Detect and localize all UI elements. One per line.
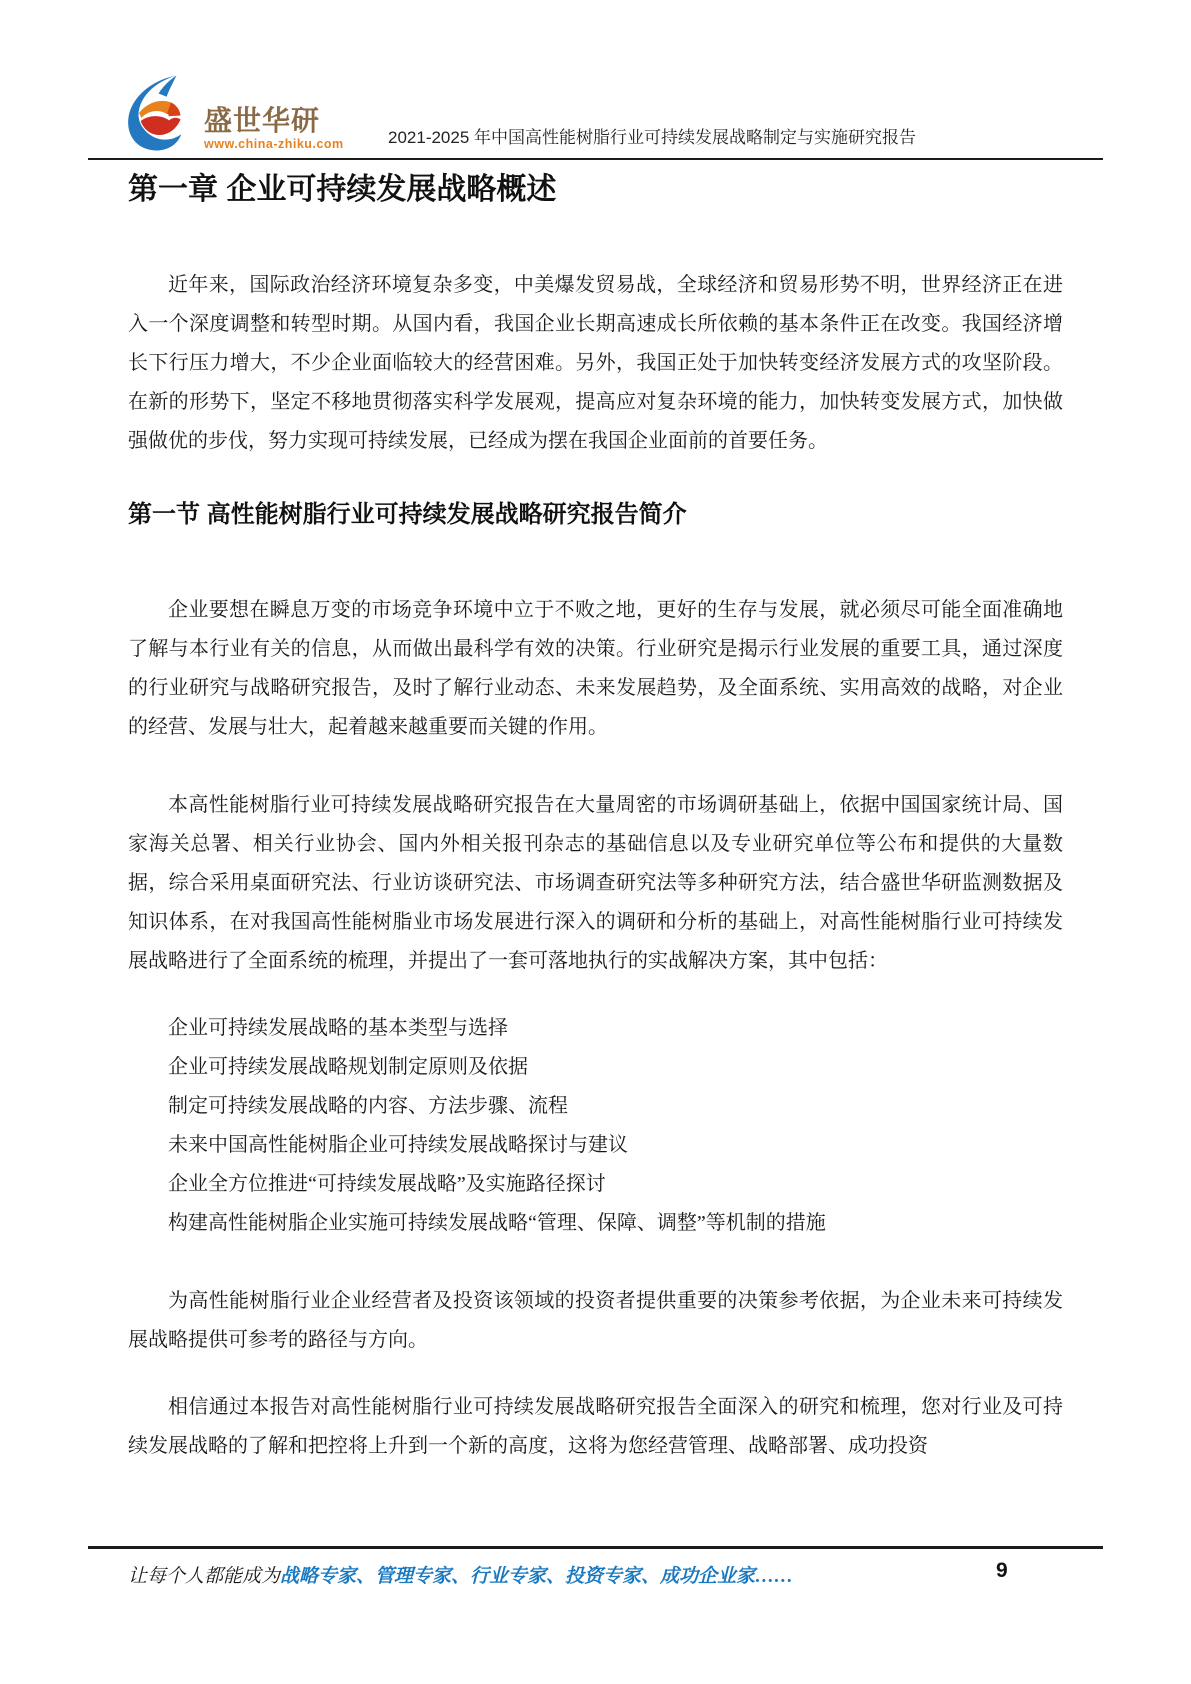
list-item: 企业可持续发展战略规划制定原则及依据 [168,1056,528,1078]
page-number: 9 [996,1559,1008,1582]
logo-text-block [204,106,344,156]
list-item: 构建高性能树脂企业实施可持续发展战略“管理、保障、调整”等机制的措施 [168,1212,826,1234]
logo-website-url: www.china-zhiku.com [204,137,344,151]
paragraph-closing: 相信通过本报告对高性能树脂行业可持续发展战略研究报告全面深入的研究和梳理，您对行业及可持续发展战略的了解和把控将上升到一个新的高度，这将为您经营管理、战略部署、成功投资 [128,1396,1063,1457]
footer-tagline-prefix: 让每个人都能成为 [128,1566,281,1587]
company-logo [126,70,344,156]
paragraph-value: 为高性能树脂行业企业经营者及投资该领域的投资者提供重要的决策参考依据，为企业未来可持续发展战略提供可参考的路径与方向。 [128,1290,1063,1351]
list-item: 未来中国高性能树脂企业可持续发展战略探讨与建议 [168,1134,628,1156]
list-item: 企业可持续发展战略的基本类型与选择 [168,1017,508,1039]
footer-tagline [128,1561,793,1588]
footer-row [88,1549,1103,1595]
page-footer [88,1546,1103,1595]
list-item: 制定可持续发展战略的内容、方法步骤、流程 [168,1095,568,1117]
report-header-title: 2021-2025 年中国高性能树脂行业可持续发展战略制定与实施研究报告 [388,128,917,147]
paragraph-chapter-intro: 近年来，国际政治经济环境复杂多变，中美爆发贸易战，全球经济和贸易形势不明，世界经济正在进入一个深度调整和转型时期。从国内看，我国企业长期高速成长所依赖的基本条件正在改变。我国经济增长下行压力增大，不少企业面临较大的经营困难。另外，我国正处于加快转变经济发展方式的攻坚阶段。在新的形势下，坚定不移地贯彻落实科学发展观，提高应对复杂环境的能力，加快转变发展方式，加快做强做优的步伐，努力实现可持续发展，已经成为摆在我国企业面前的首要任务。 [128,274,1063,452]
paragraph-industry-research: 企业要想在瞬息万变的市场竞争环境中立于不败之地，更好的生存与发展，就必须尽可能全面准确地了解与本行业有关的信息，从而做出最科学有效的决策。行业研究是揭示行业发展的重要工具，通过深度的行业研究与战略研究报告，及时了解行业动态、未来发展趋势，及全面系统、实用高效的战略，对企业的经营、发展与壮大，起着越来越重要而关键的作用。 [128,599,1063,738]
footer-tagline-highlight: 战略专家、管理专家、行业专家、投资专家、成功企业家…… [280,1566,794,1587]
logo-brand-name: 盛世华研 [204,105,321,136]
page-header [88,0,1103,160]
report-scope-list [128,1009,1063,1243]
paragraph-report-method: 本高性能树脂行业可持续发展战略研究报告在大量周密的市场调研基础上，依据中国国家统计局、国家海关总署、相关行业协会、国内外相关报刊杂志的基础信息以及专业研究单位等公布和提供的大量数据，综合采用桌面研究法、行业访谈研究法、市场调查研究法等多种研究方法，结合盛世华研监测数据及知识体系，在对我国高性能树脂业市场发展进行深入的调研和分析的基础上，对高性能树脂行业可持续发展战略进行了全面系统的梳理，并提出了一套可落地执行的实战解决方案，其中包括： [128,794,1063,972]
logo-swoosh-book-icon [126,70,196,156]
list-item: 企业全方位推进“可持续发展战略”及实施路径探讨 [168,1173,606,1195]
document-body [128,160,1063,1466]
chapter-title: 第一章 企业可持续发展战略概述 [128,173,557,206]
section-title: 第一节 高性能树脂行业可持续发展战略研究报告简介 [128,501,687,528]
